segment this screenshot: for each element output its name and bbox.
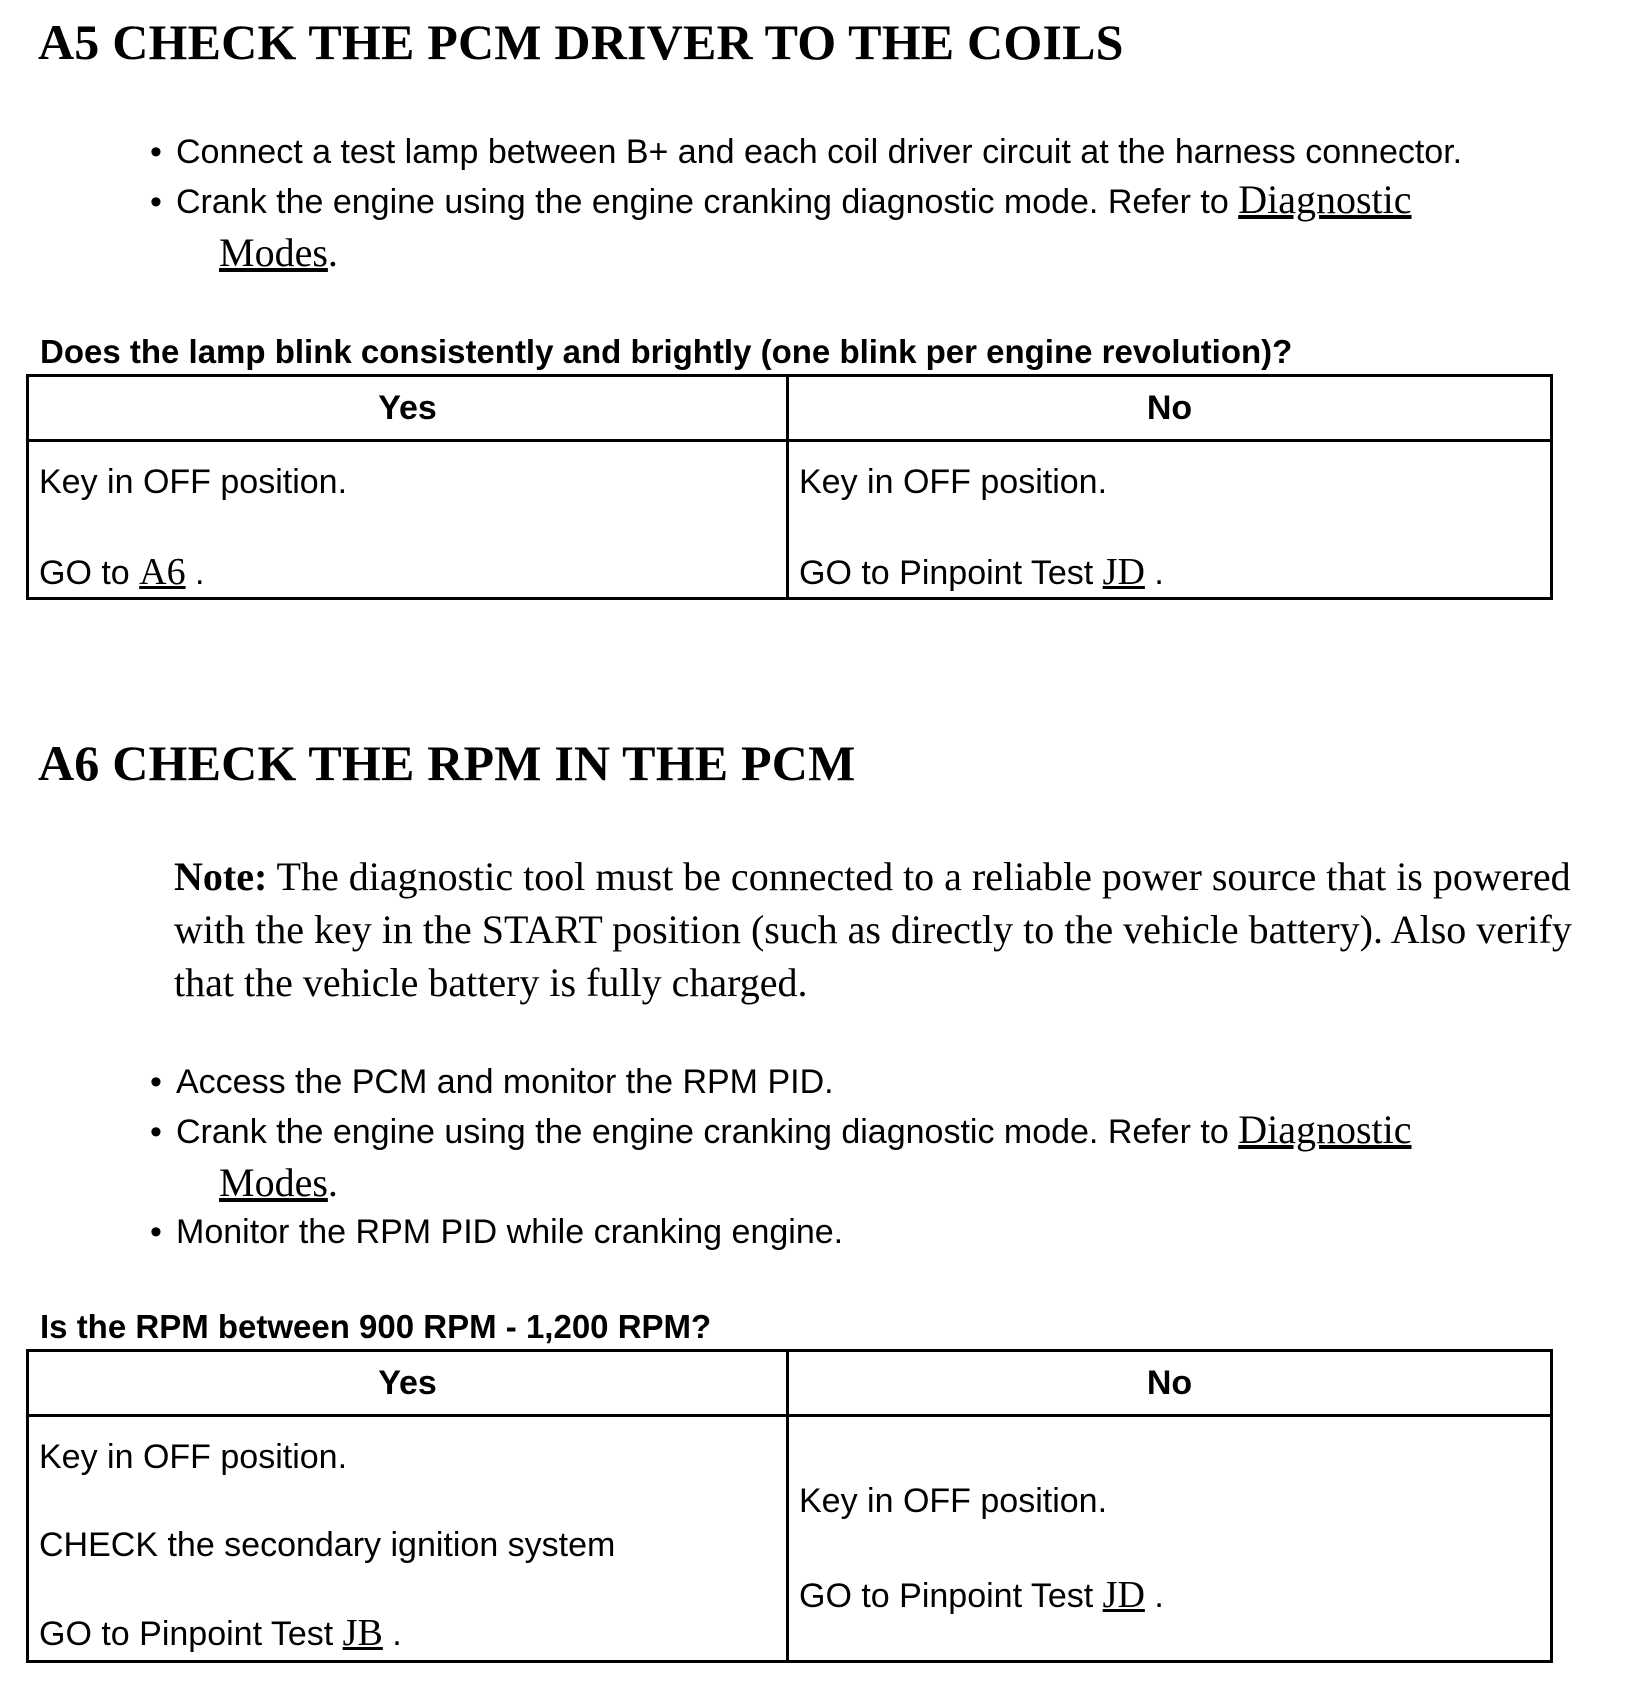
a5-no-line1: Key in OFF position.: [799, 463, 1108, 501]
a6-yes-line1: Key in OFF position.: [39, 1438, 348, 1476]
a6-no-line1: Key in OFF position.: [799, 1482, 1108, 1520]
a6-yes-line3: [39, 1613, 402, 1654]
a6-bullet-2-continuation: [219, 1160, 338, 1206]
a6-heading: A6 CHECK THE RPM IN THE PCM: [38, 735, 856, 791]
a5-yes-cell: [28, 441, 788, 599]
a6-no-line2-prefix: GO to Pinpoint Test: [799, 1577, 1103, 1615]
a6-yes-line3-suffix: .: [382, 1615, 402, 1653]
a5-bullet-2-continuation: [219, 230, 338, 276]
jd-link[interactable]: JD: [1102, 551, 1145, 593]
a5-yes-line1: Key in OFF position.: [39, 463, 348, 501]
a6-yes-line2: CHECK the secondary ignition system: [39, 1526, 616, 1564]
bullet-icon: •: [150, 183, 162, 221]
a6-bullet-2-text: Crank the engine using the engine cranking diagnostic mode. Refer to: [176, 1113, 1239, 1151]
a5-bullet-1-text: Connect a test lamp between B+ and each coil driver circuit at the harness connector.: [176, 133, 1463, 171]
a5-yes-header: Yes: [28, 376, 788, 441]
a6-bullet-1-text: Access the PCM and monitor the RPM PID.: [176, 1063, 834, 1101]
a5-bullet-2-text: Crank the engine using the engine cranking diagnostic mode. Refer to: [176, 183, 1239, 221]
bullet-icon: •: [150, 1063, 162, 1101]
a6-question: Is the RPM between 900 RPM - 1,200 RPM?: [40, 1308, 712, 1345]
a5-yes-line2: [39, 552, 205, 593]
a5-heading: A5 CHECK THE PCM DRIVER TO THE COILS: [38, 14, 1124, 70]
jd-link[interactable]: JD: [1102, 1574, 1145, 1616]
a6-no-header: No: [788, 1351, 1552, 1416]
a6-bullet-2: [150, 1107, 1412, 1152]
a5-bullet-1: [150, 132, 1462, 172]
a6-yes-cell: [28, 1416, 788, 1662]
a5-no-line2-prefix: GO to Pinpoint Test: [799, 554, 1103, 592]
a5-no-header: No: [788, 376, 1552, 441]
note-text: The diagnostic tool must be connected to a reliable power source that is powered with the key in the START position (such as directly to the vehicle battery). Also verify that the vehicle battery is fully charged.: [174, 854, 1572, 1005]
a6-link[interactable]: A6: [139, 551, 186, 593]
a6-note: [174, 850, 1634, 1009]
a6-result-table: [26, 1349, 1553, 1663]
period: .: [327, 1160, 338, 1205]
bullet-icon: •: [150, 1113, 162, 1151]
a5-yes-line2-prefix: GO to: [39, 554, 140, 592]
bullet-icon: •: [150, 133, 162, 171]
a5-bullet-2: [150, 177, 1412, 222]
a6-yes-line3-prefix: GO to Pinpoint Test: [39, 1615, 343, 1653]
diagnostic-modes-link-cont[interactable]: Modes: [219, 230, 328, 275]
a6-bullet-3: [150, 1212, 843, 1252]
a5-no-line2: [799, 552, 1164, 593]
diagnostic-modes-link[interactable]: Diagnostic: [1238, 177, 1412, 222]
a5-no-line2-suffix: .: [1144, 554, 1164, 592]
bullet-icon: •: [150, 1213, 162, 1251]
diagnostic-modes-link-cont[interactable]: Modes: [219, 1160, 328, 1205]
a6-bullet-3-text: Monitor the RPM PID while cranking engine.: [176, 1213, 844, 1251]
a5-yes-line2-suffix: .: [185, 554, 205, 592]
note-label: Note:: [174, 854, 268, 899]
period: .: [327, 230, 338, 275]
a5-question: Does the lamp blink consistently and brightly (one blink per engine revolution)?: [40, 333, 1293, 370]
a6-no-line2: [799, 1575, 1164, 1616]
a5-result-table: [26, 374, 1553, 600]
a6-bullet-1: [150, 1062, 834, 1102]
diagnostic-modes-link[interactable]: Diagnostic: [1238, 1107, 1412, 1152]
a6-no-line2-suffix: .: [1144, 1577, 1164, 1615]
a5-no-cell: [788, 441, 1552, 599]
a6-yes-header: Yes: [28, 1351, 788, 1416]
jb-link[interactable]: JB: [342, 1612, 383, 1654]
a6-no-cell: [788, 1416, 1552, 1662]
